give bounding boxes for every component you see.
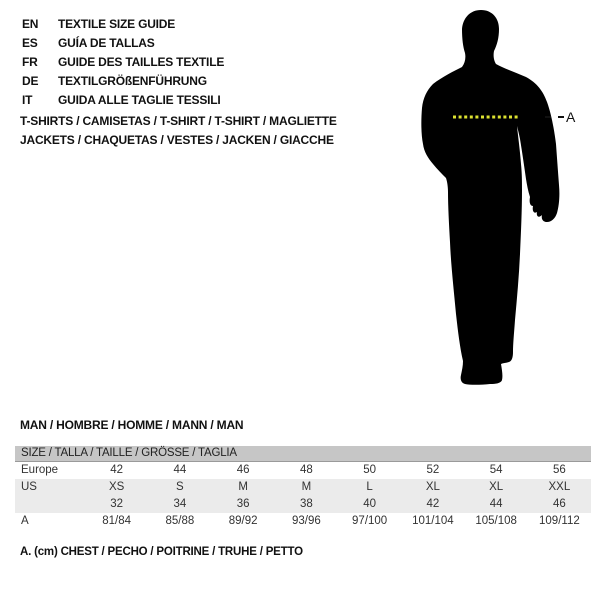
table-cell: 101/104 <box>412 515 454 527</box>
table-cell: 56 <box>552 464 566 476</box>
language-label: GUIDE DES TAILLES TEXTILE <box>58 54 225 69</box>
man-silhouette-svg <box>420 8 560 390</box>
language-code: ES <box>22 35 38 50</box>
row-label: Europe <box>21 464 59 476</box>
table-cell: 44 <box>173 464 187 476</box>
language-code: IT <box>22 92 33 107</box>
table-cell: 38 <box>299 498 313 510</box>
row-label: A <box>21 515 29 527</box>
language-label: TEXTILE SIZE GUIDE <box>58 16 176 31</box>
table-cell: 50 <box>363 464 377 476</box>
language-row-en <box>22 14 224 33</box>
table-cell: 34 <box>173 498 187 510</box>
table-cell: 93/96 <box>291 515 321 527</box>
table-cell: 54 <box>489 464 503 476</box>
row-label: US <box>21 481 37 493</box>
language-label: GUIDA ALLE TAGLIE TESSILI <box>58 92 221 107</box>
product-line-tshirts: T-SHIRTS / CAMISETAS / T-SHIRT / T-SHIRT / MAGLIETTE <box>20 114 337 128</box>
table-cell: 48 <box>299 464 313 476</box>
table-row-chest <box>15 513 591 530</box>
language-row-es <box>22 33 224 52</box>
language-code: DE <box>22 73 39 88</box>
table-cell: XL <box>425 481 440 493</box>
table-cell: 46 <box>552 498 566 510</box>
table-row-us <box>15 479 591 496</box>
table-cell: 85/88 <box>165 515 195 527</box>
product-category-lines <box>20 112 337 150</box>
table-cell: 52 <box>426 464 440 476</box>
table-cell: 42 <box>110 464 124 476</box>
language-label: GUÍA DE TALLAS <box>58 35 155 50</box>
table-cell: 81/84 <box>102 515 132 527</box>
table-cell: S <box>176 481 184 493</box>
table-cell: 89/92 <box>228 515 258 527</box>
man-silhouette-shape <box>421 10 559 385</box>
measure-callout-dashes <box>545 116 564 118</box>
table-cell: L <box>366 481 373 493</box>
table-row-europe <box>15 462 591 479</box>
table-cell: 32 <box>110 498 124 510</box>
table-cell: M <box>238 481 248 493</box>
table-cell: 36 <box>236 498 250 510</box>
table-cell: 105/108 <box>475 515 517 527</box>
language-label: TEXTILGRÖßENFÜHRUNG <box>58 73 207 88</box>
section-title-man: MAN / HOMBRE / HOMME / MANN / MAN <box>20 418 244 432</box>
language-row-fr <box>22 52 224 71</box>
table-cell: 40 <box>363 498 377 510</box>
man-silhouette-figure <box>420 8 560 390</box>
row-label <box>15 496 85 513</box>
language-code: EN <box>22 16 39 31</box>
table-cell: M <box>301 481 312 493</box>
table-cell: 109/112 <box>539 515 580 527</box>
language-row-de <box>22 71 224 90</box>
product-line-jackets: JACKETS / CHAQUETAS / VESTES / JACKEN / GIACCHE <box>20 133 334 147</box>
table-row-alt-sizes <box>15 496 591 513</box>
table-cell: 46 <box>236 464 250 476</box>
language-list <box>22 14 224 109</box>
measure-label-a: A <box>566 109 576 125</box>
table-cell: 44 <box>489 498 503 510</box>
table-cell: 97/100 <box>352 515 388 527</box>
language-row-it <box>22 90 224 109</box>
size-table <box>15 446 591 530</box>
language-code: FR <box>22 54 38 69</box>
size-table-header: SIZE / TALLA / TAILLE / GRÖSSE / TAGLIA <box>15 446 591 462</box>
table-cell: XXL <box>548 481 571 493</box>
table-cell: XL <box>489 481 504 493</box>
table-cell: 42 <box>426 498 440 510</box>
table-cell: XS <box>108 481 125 493</box>
measurement-footnote: A. (cm) CHEST / PECHO / POITRINE / TRUHE / PETTO <box>20 546 303 558</box>
